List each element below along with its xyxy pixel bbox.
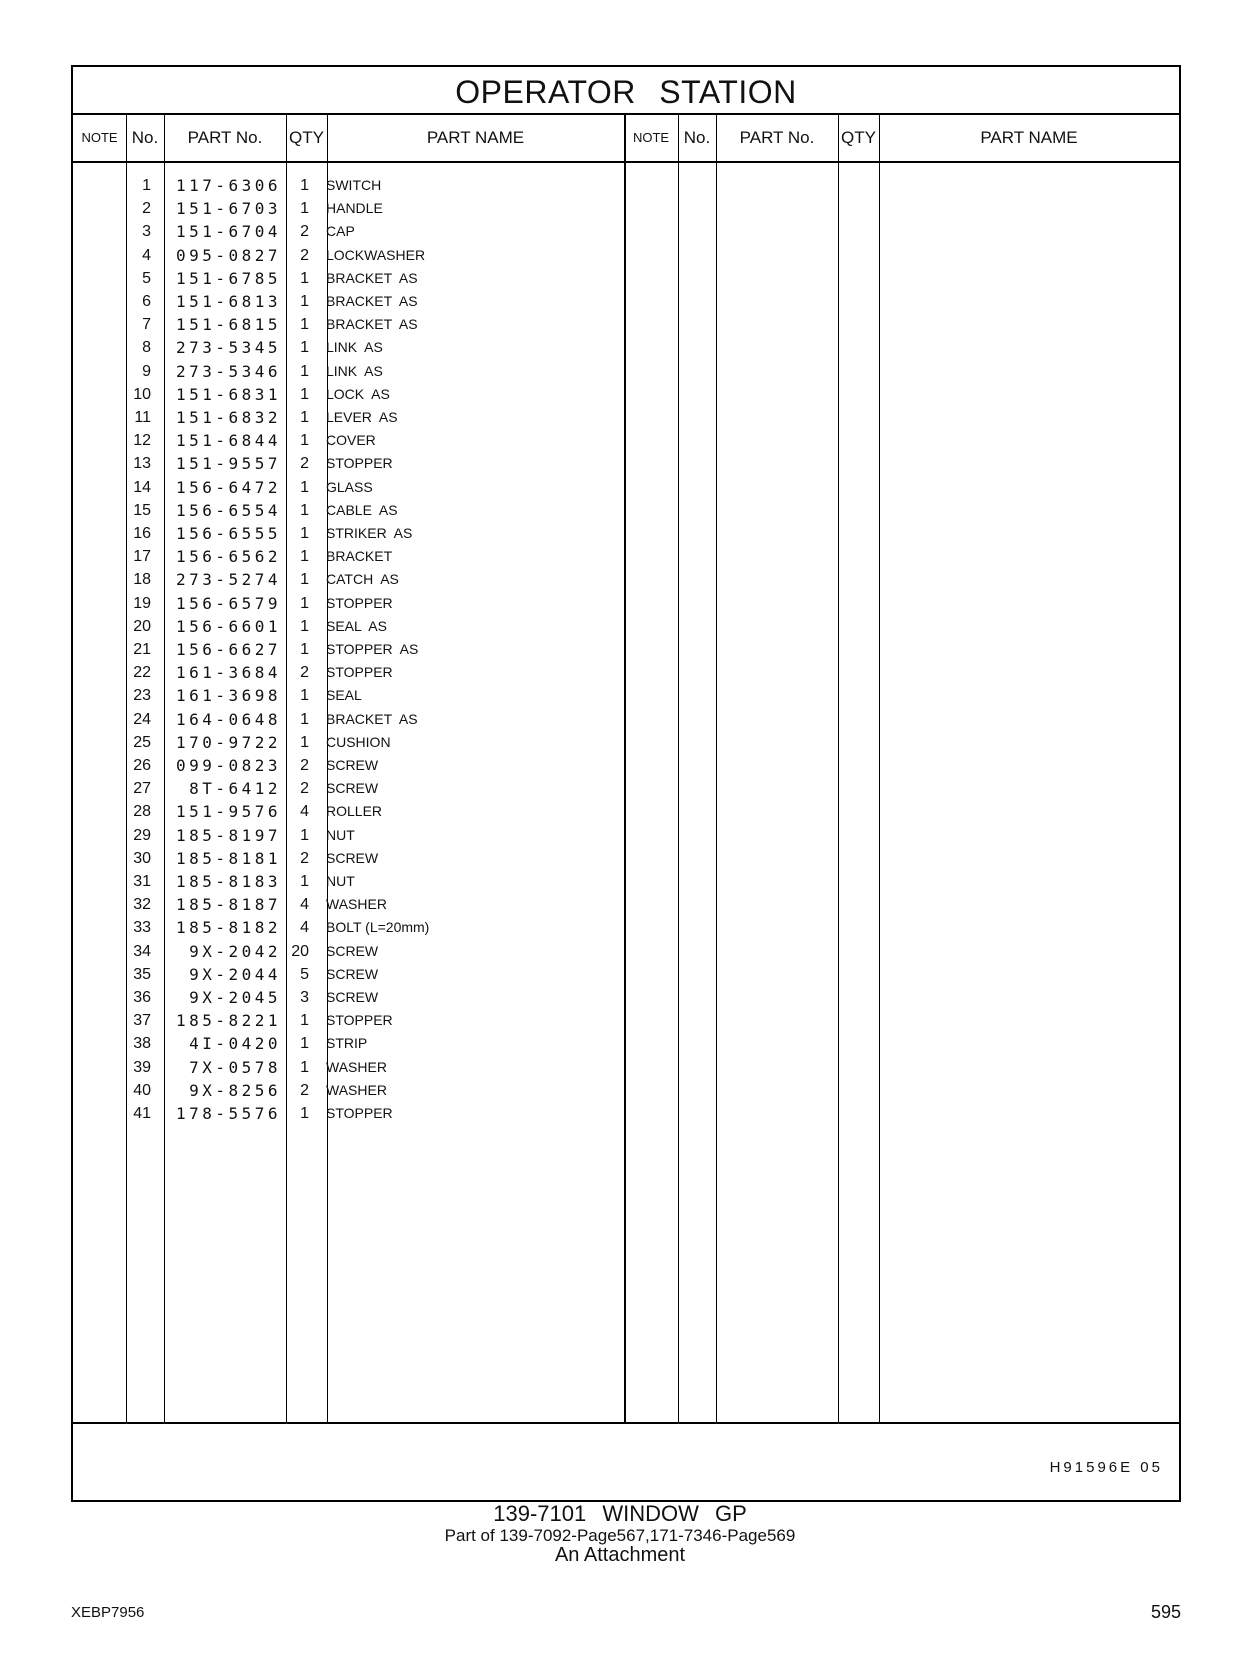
part-name: CABLE AS [326, 501, 398, 518]
quantity: 1 [300, 826, 309, 844]
item-number: 11 [134, 409, 151, 426]
part-name: ROLLER [326, 803, 383, 820]
table-row [73, 452, 1179, 475]
item-number: 9 [142, 362, 151, 380]
table-row [73, 824, 1179, 847]
part-name: STOPPER AS [326, 641, 419, 657]
quantity: 1 [300, 1035, 309, 1053]
table-row [73, 545, 1179, 568]
quantity: 1 [300, 571, 309, 589]
part-name: BRACKET AS [326, 316, 418, 333]
part-name: SCREW [326, 757, 379, 773]
part-number: 156-6472 [175, 477, 281, 497]
quantity: 1 [300, 432, 309, 450]
part-number: 117-6306 [175, 176, 281, 195]
item-number: 38 [133, 1035, 151, 1053]
item-number: 15 [133, 501, 151, 519]
part-name: SWITCH [326, 177, 382, 193]
quantity: 2 [300, 246, 309, 264]
item-number: 36 [133, 989, 151, 1006]
part-number: 151-6703 [175, 199, 281, 219]
part-number: 185-8182 [175, 918, 281, 938]
part-name: BRACKET [326, 548, 393, 565]
part-number: 151-6831 [175, 384, 281, 404]
item-number: 2 [142, 200, 151, 218]
part-name: STOPPER [326, 455, 393, 472]
item-number: 31 [133, 873, 151, 890]
part-name: BRACKET AS [326, 710, 418, 727]
item-number: 16 [133, 525, 151, 542]
table-row [73, 336, 1179, 359]
item-number: 40 [133, 1081, 151, 1099]
part-number: 151-6832 [175, 408, 281, 427]
item-number: 17 [133, 548, 151, 566]
part-number: 151-9576 [175, 802, 281, 822]
quantity: 2 [300, 780, 309, 798]
part-number: 170-9722 [175, 732, 281, 752]
table-row [73, 360, 1179, 383]
part-name: STOPPER [326, 1012, 393, 1029]
part-name: NUT [326, 873, 355, 889]
header-part-name-right: PART NAME [980, 128, 1078, 147]
item-number: 23 [133, 687, 151, 705]
quantity: 1 [300, 733, 309, 751]
item-number: 14 [133, 478, 151, 496]
quantity: 1 [300, 525, 309, 542]
quantity: 1 [300, 200, 309, 218]
item-number: 8 [142, 339, 151, 357]
quantity: 1 [300, 316, 309, 334]
table-row [73, 383, 1179, 406]
item-number: 3 [142, 223, 151, 241]
table-row [73, 568, 1179, 591]
table-row [73, 429, 1179, 452]
part-number: 9X-2045 [189, 988, 281, 1007]
quantity: 2 [300, 849, 309, 867]
table-row [73, 313, 1179, 336]
table-row [73, 174, 1179, 197]
table-row [73, 1009, 1179, 1032]
quantity: 1 [300, 873, 309, 890]
quantity: 1 [300, 177, 309, 194]
item-number: 10 [133, 385, 151, 403]
part-name: CUSHION [326, 733, 391, 750]
quantity: 1 [300, 501, 309, 519]
quantity: 4 [300, 803, 309, 821]
quantity: 2 [300, 223, 309, 241]
quantity: 2 [300, 664, 309, 682]
part-name: BRACKET AS [326, 269, 418, 286]
part-number: 151-6815 [175, 315, 281, 335]
table-header [73, 115, 1179, 163]
table-row [73, 267, 1179, 290]
page-number: 595 [1150, 1602, 1181, 1622]
item-number: 4 [142, 246, 151, 264]
table-row [73, 754, 1179, 777]
item-number: 7 [142, 316, 151, 334]
part-number: 099-0823 [175, 756, 281, 775]
table-row [73, 1056, 1179, 1079]
part-name: SCREW [326, 780, 379, 797]
item-number: 5 [142, 269, 151, 287]
part-name: SCREW [326, 942, 379, 959]
item-number: 6 [142, 293, 151, 310]
part-number: 9X-8256 [189, 1080, 281, 1100]
table-row [73, 615, 1179, 638]
part-number: 7X-0578 [189, 1057, 281, 1077]
table-row [73, 522, 1179, 545]
part-number: 151-9557 [175, 454, 281, 474]
item-number: 34 [133, 942, 151, 960]
drawing-code: H91596E 05 [1049, 1459, 1163, 1476]
part-name: CAP [326, 223, 355, 240]
quantity: 1 [300, 594, 309, 612]
table-row [73, 220, 1179, 243]
part-name: SEAL AS [326, 617, 387, 634]
part-name: BOLT (L=20mm) [326, 919, 430, 936]
table-row [73, 800, 1179, 823]
item-number: 24 [133, 710, 151, 728]
part-number: 151-6844 [175, 431, 281, 451]
part-number: 9X-2042 [189, 941, 281, 961]
part-name: BRACKET AS [326, 293, 418, 309]
table-row [73, 986, 1179, 1009]
item-number: 22 [133, 664, 151, 682]
quantity: 1 [300, 710, 309, 728]
item-number: 27 [133, 780, 151, 798]
quantity: 20 [291, 942, 309, 960]
quantity: 4 [300, 919, 309, 937]
quantity: 1 [300, 339, 309, 357]
item-number: 39 [133, 1058, 151, 1076]
part-number: 161-3684 [175, 663, 281, 683]
part-name: HANDLE [326, 200, 383, 217]
part-name: LOCK AS [326, 385, 390, 402]
item-number: 1 [142, 177, 151, 194]
part-number: 156-6554 [175, 500, 281, 520]
part-number: 161-3698 [175, 686, 281, 706]
quantity: 1 [300, 1058, 309, 1076]
part-number: 273-5346 [175, 361, 281, 381]
table-row [73, 476, 1179, 499]
part-number: 185-8221 [175, 1011, 281, 1031]
item-number: 33 [133, 919, 151, 937]
quantity: 1 [300, 548, 309, 566]
part-name: LOCKWASHER [326, 246, 426, 263]
part-number: 151-6704 [175, 222, 281, 242]
part-number: 273-5274 [175, 570, 281, 590]
part-number: 156-6601 [175, 616, 281, 636]
quantity: 1 [300, 269, 309, 287]
table-row [73, 870, 1179, 893]
part-name: STRIKER AS [326, 525, 413, 541]
item-number: 30 [133, 849, 151, 867]
quantity: 1 [300, 687, 309, 705]
part-name: NUT [326, 826, 355, 843]
item-number: 13 [133, 455, 151, 473]
part-name: WASHER [326, 1081, 387, 1098]
quantity: 4 [300, 896, 309, 914]
quantity: 1 [300, 293, 309, 310]
table-row [73, 940, 1179, 963]
part-name: STOPPER [326, 664, 393, 681]
quantity: 3 [300, 989, 309, 1006]
table-row [73, 1102, 1179, 1125]
part-number: 156-6627 [175, 640, 281, 659]
header-part-name-left: PART NAME [426, 128, 525, 147]
part-name: LEVER AS [326, 409, 398, 425]
part-name: STOPPER [326, 1105, 393, 1121]
table-row [73, 847, 1179, 870]
quantity: 2 [300, 1081, 309, 1099]
part-number: 4I-0420 [189, 1034, 281, 1054]
part-name: LINK AS [326, 339, 383, 356]
part-name: COVER [326, 432, 376, 449]
part-number: 164-0648 [175, 709, 281, 729]
item-number: 41 [133, 1105, 151, 1122]
item-number: 19 [133, 594, 151, 612]
part-name: SEAL [326, 687, 362, 704]
table-row [73, 731, 1179, 754]
part-name: SCREW [326, 965, 379, 982]
header-qty-left: QTY [289, 128, 324, 147]
table-row [73, 661, 1179, 684]
quantity: 1 [300, 362, 309, 380]
item-number: 29 [133, 826, 151, 844]
item-number: 20 [133, 617, 151, 635]
part-name: WASHER [326, 896, 387, 913]
part-number: 185-8183 [175, 872, 281, 891]
table-row [73, 290, 1179, 313]
item-number: 12 [133, 432, 151, 450]
part-name: STOPPER [326, 594, 393, 611]
quantity: 1 [300, 1105, 309, 1122]
part-number: 151-6785 [175, 268, 281, 288]
header-note-right: NOTE [632, 130, 670, 145]
quantity: 1 [300, 617, 309, 635]
item-number: 26 [133, 757, 151, 774]
table-row [73, 244, 1179, 267]
part-number: 9X-2044 [189, 964, 281, 984]
item-number: 35 [133, 965, 151, 983]
table-row [73, 592, 1179, 615]
group-attachment: An Attachment [554, 1544, 686, 1566]
table-row [73, 893, 1179, 916]
part-number: 273-5345 [175, 338, 281, 358]
item-number: 25 [133, 733, 151, 751]
part-name: CATCH AS [326, 571, 399, 588]
quantity: 1 [300, 478, 309, 496]
part-number: 178-5576 [175, 1104, 281, 1123]
table-row [73, 499, 1179, 522]
quantity: 5 [300, 965, 309, 983]
part-number: 185-8187 [175, 895, 281, 915]
document-id: XEBP7956 [71, 1604, 145, 1621]
table-row [73, 638, 1179, 661]
quantity: 1 [300, 1012, 309, 1030]
part-name: STRIP [326, 1035, 368, 1052]
item-number: 32 [133, 896, 151, 914]
header-note-left: NOTE [81, 130, 118, 145]
group-title: 139-7101 WINDOW GP [493, 1501, 747, 1526]
part-number: 095-0827 [175, 245, 281, 265]
part-name: SCREW [326, 989, 379, 1005]
part-number: 185-8197 [175, 825, 281, 845]
part-name: WASHER [326, 1058, 387, 1075]
part-number: 156-6579 [175, 593, 281, 613]
quantity: 2 [300, 455, 309, 473]
table-row [73, 197, 1179, 220]
header-no-left: No. [131, 128, 159, 147]
page-title: OPERATOR STATION [73, 67, 1179, 115]
group-reference: Part of 139-7092-Page567,171-7346-Page569 [444, 1526, 796, 1545]
part-number: 8T-6412 [189, 779, 281, 799]
part-name: GLASS [326, 478, 373, 495]
part-number: 156-6555 [175, 524, 281, 543]
item-number: 18 [133, 571, 151, 589]
quantity: 2 [300, 757, 309, 774]
table-row [73, 684, 1179, 707]
table-row [73, 1032, 1179, 1055]
quantity: 1 [300, 641, 309, 658]
part-name: SCREW [326, 849, 379, 866]
parts-table-frame [71, 65, 1181, 1502]
item-number: 28 [133, 803, 151, 821]
part-number: 151-6813 [175, 292, 281, 311]
item-number: 21 [133, 641, 151, 658]
table-row [73, 1079, 1179, 1102]
header-qty-right: QTY [841, 128, 876, 147]
item-number: 37 [133, 1012, 151, 1030]
part-number: 156-6562 [175, 547, 281, 567]
table-row [73, 916, 1179, 939]
header-part-no-left: PART No. [187, 128, 263, 147]
part-number: 185-8181 [175, 848, 281, 868]
quantity: 1 [300, 385, 309, 403]
table-row [73, 777, 1179, 800]
table-row [73, 708, 1179, 731]
table-bottom-rule [73, 1422, 1179, 1424]
quantity: 1 [300, 409, 309, 426]
header-no-right: No. [683, 128, 711, 147]
part-name: LINK AS [326, 362, 383, 379]
header-part-no-right: PART No. [739, 128, 815, 147]
table-row [73, 406, 1179, 429]
table-row [73, 963, 1179, 986]
